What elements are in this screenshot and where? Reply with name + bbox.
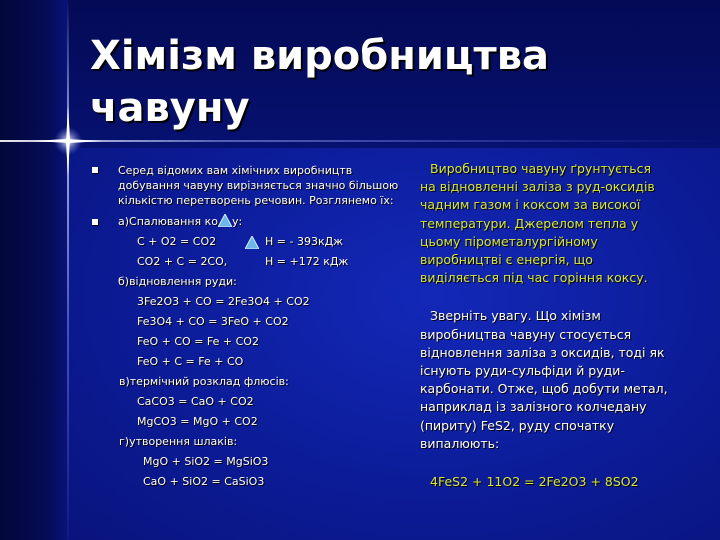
equation-row: Fe3O4 + CO = 3FeO + CO2: [137, 315, 289, 328]
section-a-label-end: у:: [232, 215, 243, 228]
equation-left: CO2 + C = 2CO,: [137, 255, 228, 268]
section-v-label: в)термічний розклад флюсів:: [119, 375, 289, 388]
equation-row: CaCO3 = CaO + CO2: [137, 395, 254, 408]
section-g-label: г)утворення шлаків:: [119, 435, 238, 448]
section-a-label-start: а)Спалювання ко: [118, 215, 219, 228]
delta-icon: [245, 236, 265, 249]
equation-enthalpy: H = - 393кДж: [265, 235, 344, 248]
page-title: Хімізм виробництва чавуну: [90, 33, 550, 131]
equation-left: C + O2 = CO2: [137, 235, 217, 248]
equation-row: [92, 232, 417, 252]
note-paragraph: Зверніть увагу. Що хімізм виробництва чавуну стосується відновлення заліза з оксидів, тоді як існують руди-сульфіди й руди-карбонати. Отже, щоб добути метал, наприклад із залізного колчедану (пириту) FeS2, руду спочатку випалюють:: [420, 308, 668, 451]
equation-row: CaO + SiO2 = CaSiO3: [143, 475, 265, 488]
vertical-rule: [67, 0, 69, 540]
left-column: [92, 163, 417, 492]
intro-item: [92, 163, 417, 208]
right-column: [420, 160, 670, 491]
equation-row: MgCO3 = MgO + CO2: [137, 415, 258, 428]
left-band: [0, 0, 68, 540]
equation-row: [92, 252, 417, 272]
equation-row: FeO + CO = Fe + CO2: [137, 335, 259, 348]
production-paragraph: Виробництво чавуну ґрунтується на відновленні заліза з руд-оксидів чадним газом і коксом за високої температури. Джерелом тепла у цьому пірометалургійному виробництві є енергія, що виділяється під час горіння коксу.: [420, 161, 655, 286]
bullet-icon: [92, 167, 98, 173]
equation-row: FeO + C = Fe + CO: [137, 355, 244, 368]
section-a-item: [92, 212, 417, 232]
section-b-label: б)відновлення руди:: [118, 275, 237, 288]
equation-row: MgO + SiO2 = MgSiO3: [143, 455, 269, 468]
horizontal-rule: [0, 140, 720, 142]
bullet-icon: [92, 219, 98, 225]
equation-row: 3Fe2O3 + CO = 2Fe3O4 + CO2: [137, 295, 310, 308]
equation-enthalpy: H = +172 кДж: [265, 255, 349, 268]
intro-text: Серед відомих вам хімічних виробництв добування чавуну вирізняється значно більшою кількістю перетворень речовин. Розглянемо їх:: [118, 164, 399, 207]
delta-icon: [218, 217, 232, 227]
roasting-equation: 4FeS2 + 11O2 = 2Fe2O3 + 8SO2: [430, 474, 639, 490]
